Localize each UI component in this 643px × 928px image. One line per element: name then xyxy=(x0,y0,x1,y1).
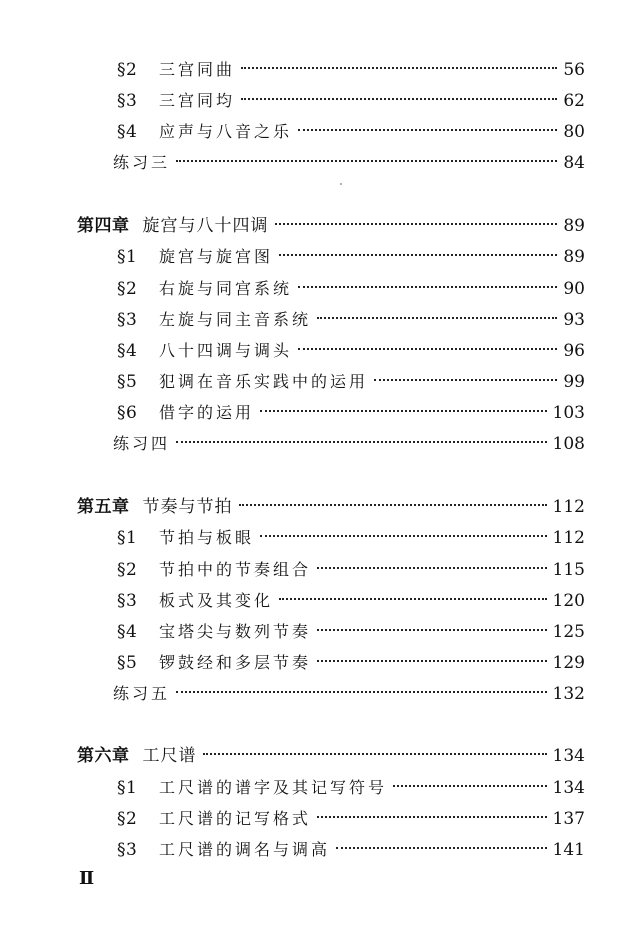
section-number: §1 xyxy=(117,247,138,267)
toc-entry-section[interactable] xyxy=(117,244,585,270)
page-number: 112 xyxy=(552,528,585,548)
page-number: 84 xyxy=(563,153,585,173)
exercise-title: 练习五 xyxy=(113,684,171,703)
dot-leader xyxy=(336,847,547,849)
section-title: 应声与八音之乐 xyxy=(159,122,293,141)
section-title: 犯调在音乐实践中的运用 xyxy=(159,372,369,391)
toc-entry-section[interactable] xyxy=(117,338,585,364)
page-number: 90 xyxy=(563,279,585,299)
page-number: 99 xyxy=(563,372,585,392)
section-number: §6 xyxy=(117,403,138,423)
section-number: §1 xyxy=(117,778,138,798)
section-title: 板式及其变化 xyxy=(159,591,274,610)
toc-entry-section[interactable] xyxy=(117,619,585,645)
dot-leader xyxy=(203,753,547,755)
toc-entry-section[interactable] xyxy=(117,400,585,426)
toc-entry-chapter[interactable] xyxy=(77,494,585,520)
page-number: 103 xyxy=(552,403,585,423)
section-title: 节拍与板眼 xyxy=(159,528,255,547)
dot-leader xyxy=(279,598,547,600)
section-number: §5 xyxy=(117,653,138,673)
page-number: 125 xyxy=(552,622,585,642)
toc-entry-section[interactable] xyxy=(117,525,585,551)
toc-entry-exercise[interactable] xyxy=(113,681,585,707)
toc-entry-section[interactable] xyxy=(117,57,585,83)
dot-leader xyxy=(298,286,557,288)
page-number: 134 xyxy=(552,746,585,766)
section-title: 左旋与同主音系统 xyxy=(159,310,312,329)
toc-entry-section[interactable] xyxy=(117,775,585,801)
page-number: 132 xyxy=(552,684,585,704)
dot-leader xyxy=(317,816,547,818)
dot-leader xyxy=(298,348,557,350)
chapter-title: 工尺谱 xyxy=(142,746,197,766)
page-number: 56 xyxy=(563,60,585,80)
section-number: §4 xyxy=(117,622,138,642)
page-number: 62 xyxy=(563,91,585,111)
toc-entry-section[interactable] xyxy=(117,806,585,832)
toc-entry-section[interactable] xyxy=(117,276,585,302)
toc-entry-exercise[interactable] xyxy=(113,150,585,176)
section-number: §3 xyxy=(117,91,138,111)
dot-leader xyxy=(241,98,557,100)
section-title: 工尺谱的调名与调高 xyxy=(159,840,331,859)
page-folio: Ⅱ xyxy=(79,868,94,889)
section-number: §2 xyxy=(117,60,138,80)
chapter-number: 第五章 xyxy=(77,497,130,517)
page-number: 89 xyxy=(563,247,585,267)
dot-leader xyxy=(317,629,547,631)
dot-leader xyxy=(176,160,557,162)
section-title: 宝塔尖与数列节奏 xyxy=(159,622,312,641)
toc-entry-section[interactable] xyxy=(117,650,585,676)
exercise-title: 练习三 xyxy=(113,153,171,172)
section-title: 借字的运用 xyxy=(159,403,255,422)
dot-leader xyxy=(317,660,547,662)
section-title: 八十四调与调头 xyxy=(159,341,293,360)
section-title: 节拍中的节奏组合 xyxy=(159,560,312,579)
toc-entry-exercise[interactable] xyxy=(113,431,585,457)
toc-entry-section[interactable] xyxy=(117,588,585,614)
page-number: 96 xyxy=(563,341,585,361)
dot-leader xyxy=(317,317,557,319)
section-number: §4 xyxy=(117,341,138,361)
page-number: 93 xyxy=(563,310,585,330)
page-number: 134 xyxy=(552,778,585,798)
dot-leader xyxy=(176,691,547,693)
toc-entry-section[interactable] xyxy=(117,119,585,145)
dot-leader xyxy=(279,254,557,256)
section-number: §3 xyxy=(117,310,138,330)
dot-leader xyxy=(260,535,547,537)
scan-speck xyxy=(340,183,342,185)
toc-entry-section[interactable] xyxy=(117,369,585,395)
section-title: 三宫同曲 xyxy=(159,60,236,79)
page-number: 89 xyxy=(563,216,585,236)
section-title: 三宫同均 xyxy=(159,91,236,110)
section-title: 锣鼓经和多层节奏 xyxy=(159,653,312,672)
section-number: §3 xyxy=(117,591,138,611)
page-number: 115 xyxy=(552,560,585,580)
page-number: 80 xyxy=(563,122,585,142)
toc-entry-chapter[interactable] xyxy=(77,213,585,239)
chapter-number: 第四章 xyxy=(77,216,130,236)
toc-entry-chapter[interactable] xyxy=(77,743,585,769)
toc-entry-section[interactable] xyxy=(117,837,585,863)
dot-leader xyxy=(260,410,547,412)
section-number: §1 xyxy=(117,528,138,548)
page-number: 129 xyxy=(552,653,585,673)
dot-leader xyxy=(239,504,547,506)
toc-entry-section[interactable] xyxy=(117,307,585,333)
exercise-title: 练习四 xyxy=(113,434,171,453)
toc-entry-section[interactable] xyxy=(117,88,585,114)
dot-leader xyxy=(298,129,557,131)
section-number: §2 xyxy=(117,560,138,580)
chapter-number: 第六章 xyxy=(77,746,130,766)
page-number: 141 xyxy=(552,840,585,860)
section-number: §2 xyxy=(117,809,138,829)
dot-leader xyxy=(241,67,557,69)
section-title: 旋宫与旋宫图 xyxy=(159,247,274,266)
dot-leader xyxy=(176,441,547,443)
dot-leader xyxy=(393,785,547,787)
section-number: §2 xyxy=(117,279,138,299)
dot-leader xyxy=(275,223,558,225)
section-number: §4 xyxy=(117,122,138,142)
page-number: 120 xyxy=(552,591,585,611)
page-number: 137 xyxy=(552,809,585,829)
section-title: 右旋与同宫系统 xyxy=(159,279,293,298)
chapter-title: 节奏与节拍 xyxy=(142,497,233,517)
section-number: §5 xyxy=(117,372,138,392)
section-title: 工尺谱的谱字及其记写符号 xyxy=(159,778,388,797)
dot-leader xyxy=(317,567,547,569)
toc-entry-section[interactable] xyxy=(117,557,585,583)
dot-leader xyxy=(374,379,557,381)
page-number: 108 xyxy=(552,434,585,454)
chapter-title: 旋宫与八十四调 xyxy=(142,216,269,236)
section-number: §3 xyxy=(117,840,138,860)
section-title: 工尺谱的记写格式 xyxy=(159,809,312,828)
page-number: 112 xyxy=(552,497,585,517)
